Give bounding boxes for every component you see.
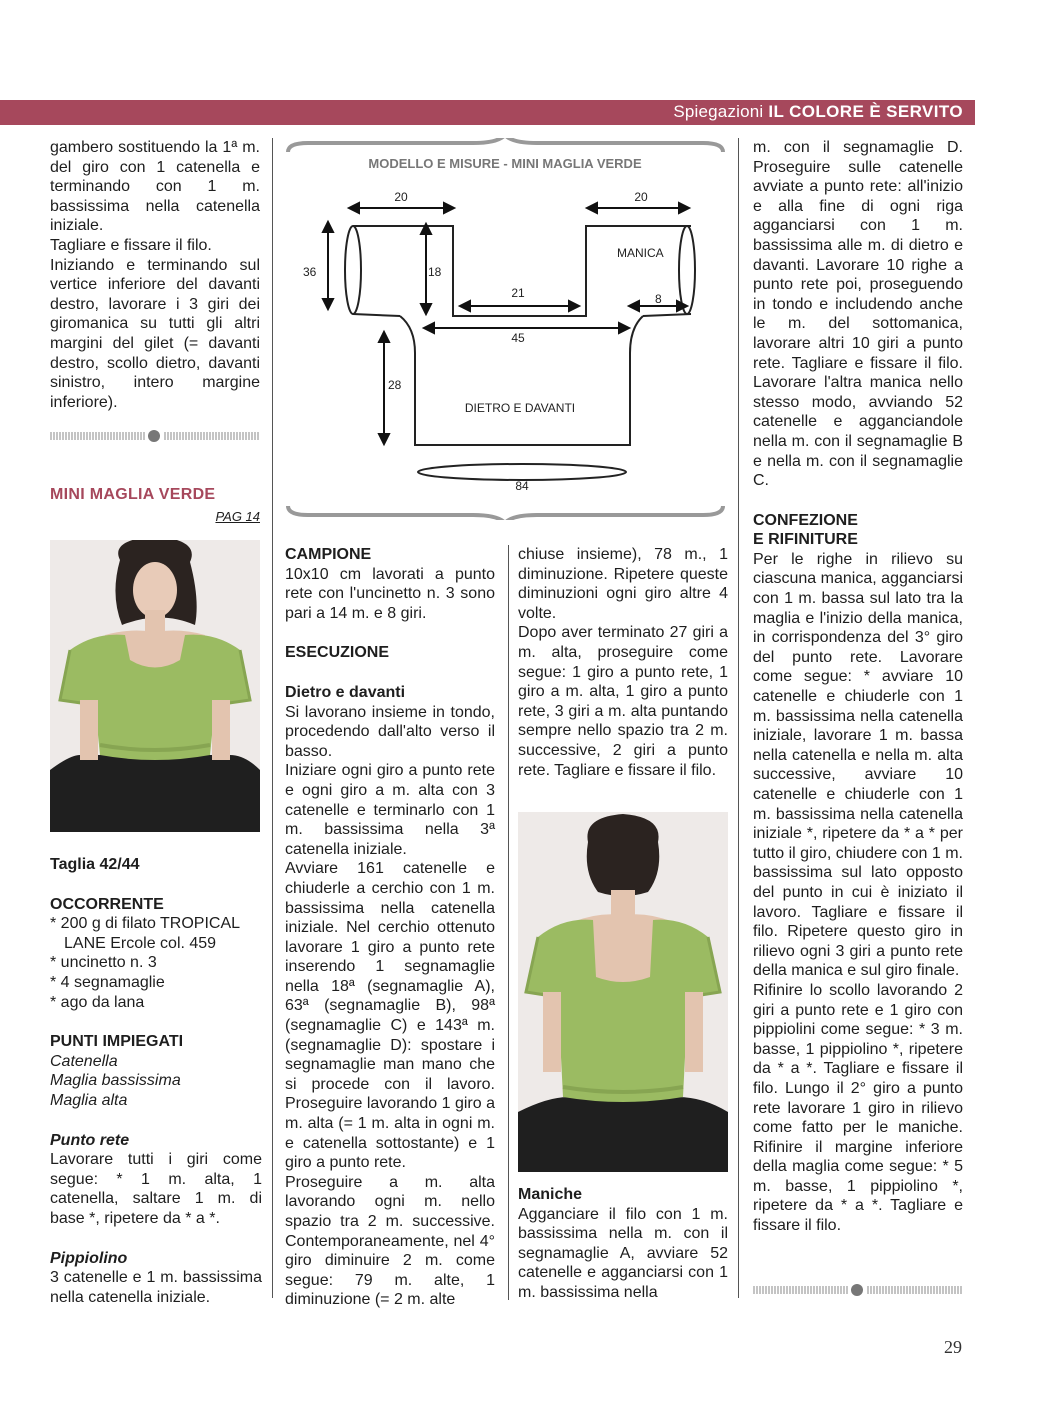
stitch-title: Punto rete <box>50 1131 130 1149</box>
measure-label: 8 <box>655 292 662 306</box>
column-4 <box>753 138 963 1236</box>
paragraph: Rifinire lo scollo lavorando 2 giri a punto rete e 1 giro con pippiolini come segue: * 3 m. basse, 1 pippiolino *, ripetere da * a *. Tagliare e fissare il filo. Lungo il 2° giro a punto rete lavorare 1 giro in rilievo come fatto per le maniche. Rifinire il margine inferiore della maglia come segue: * 5 m. basse, 1 pippiolino *, ripetere da * a *. Tagliare e fissare il filo. <box>753 981 963 1235</box>
paragraph: Agganciare il filo con 1 m. bassissima nella m. con il segnamaglie A, avviare 52 catenelle e agganciarsi con 1 m. bassissima nella <box>518 1205 728 1301</box>
sleeve-label: MANICA <box>617 246 664 260</box>
column-3-bottom <box>518 1185 728 1303</box>
section-title: E RIFINITURE <box>753 531 858 549</box>
section-header <box>50 485 260 526</box>
section-title: MINI MAGLIA VERDE <box>50 486 216 503</box>
paragraph: chiuse insieme), 78 m., 1 diminuzione. Ripetere queste diminuzioni ogni giro altre 4 volte. <box>518 546 728 622</box>
column-rule <box>738 138 739 1298</box>
materials-item: * ago da lana <box>50 993 145 1011</box>
paragraph: Lavorare tutti i giri come segue: * 1 m. alta, 1 catenella, saltare 1 m. di base *, ripetere da * a *. <box>50 1151 262 1227</box>
stitches-title: PUNTI IMPIEGATI <box>50 1033 184 1051</box>
paragraph: 10x10 cm lavorati a punto rete con l'uncinetto n. 3 sono pari a 14 m. e 8 giri. <box>285 565 495 622</box>
paragraph: Proseguire a m. alta lavorando ogni m. nello spazio tra 2 m. successive. Contemporaneamente, nel 4° giro diminuire 2 m. come segue: 79 m. alte, 1 diminuzione (= 2 m. alte <box>285 1173 495 1309</box>
column-rule <box>272 138 273 1298</box>
measure-label: 28 <box>388 378 402 392</box>
paragraph: 3 catenelle e 1 m. bassissima nella catenella iniziale. <box>50 1269 262 1306</box>
model-photo-front <box>50 540 260 832</box>
materials-item: * uncinetto n. 3 <box>50 954 157 972</box>
column-2 <box>285 545 495 1310</box>
paragraph: Per le righe in rilievo su ciascuna manica, agganciarsi con 1 m. bassa sul lato tra la maglia e l'inizio della manica, in corrispondenza del 3° giro del punto rete. Lavorare come segue: * avviare 10 catenelle e chiuderle con 1 m. bassissima nella catenella iniziale, lavorare 1 m. bassa nella catenella e nella m. alta successive, avviare 10 catenelle e chiuderle con 1 m. bassissima nella catenella iniziale *, ripetere da * a * per tutto il giro, chiudere con 1 m. bassissima sul lato opposto del punto in cui è iniziato il lavoro. Tagliare e fissare il filo. Ripetere questo giro in rilievo ogni 3 giri a punto rete della manica e sul giro finale. <box>753 550 963 980</box>
paragraph: m. con il segnamaglie D. Proseguire sulle catenelle avviate a punto rete: all'inizio e alla fine di ogni riga agganciarsi con 1 m. bassissima alle m. di dietro e davanti. Lavorare 10 righe a punto rete poi, proseguendo in tondo e includendo anche le m. del sottomanica, lavorare altri 10 giri a punto rete. Tagliare e fissare il filo. Lavorare l'altra manica nello stesso modo, avviando 52 catenelle e agganciandole nella m. con il segnamaglie B e nella m. con il segnamaglie C. <box>753 139 963 490</box>
measure-label: 45 <box>511 331 525 345</box>
diagram-title: MODELLO E MISURE - MINI MAGLIA VERDE <box>368 156 642 171</box>
measure-label: 20 <box>394 190 408 204</box>
stitch-item: Maglia bassissima <box>50 1072 181 1090</box>
materials-title: OCCORRENTE <box>50 895 164 913</box>
page-reference: PAG 14 <box>215 508 260 524</box>
end-divider <box>753 1284 965 1296</box>
section-title: CAMPIONE <box>285 546 372 563</box>
measure-label: 18 <box>428 265 442 279</box>
subsection-title: Maniche <box>518 1186 583 1203</box>
stitch-item: Catenella <box>50 1052 118 1070</box>
column-1-specs <box>50 855 262 1307</box>
paragraph: gambero sostituendo la 1ª m. del giro con 1 catenella e terminando con 1 m. bassissima nella catenella iniziale. <box>50 139 260 235</box>
section-title: ESECUZIONE <box>285 644 390 662</box>
stitch-item: Maglia alta <box>50 1091 128 1109</box>
measure-label: 20 <box>634 190 648 204</box>
column-3-top <box>518 545 728 780</box>
measure-label: 84 <box>515 479 529 493</box>
size-label: Taglia 42/44 <box>50 856 140 873</box>
page-number: 29 <box>944 1337 962 1357</box>
paragraph: Iniziando e terminando sul vertice inferiore del davanti destro, lavorare i 3 giri dei giromanica su tutti gli altri margini del gilet (= davanti destro, scollo dietro, davanti sinistro, intero margine inferiore). <box>50 256 260 411</box>
paragraph: Tagliare e fissare il filo. <box>50 236 212 254</box>
header-title: Spiegazioni IL COLORE È SERVITO <box>673 102 963 121</box>
materials-item: * 4 segnamaglie <box>50 973 165 991</box>
column-rule <box>508 545 509 1300</box>
subsection-title: Dietro e davanti <box>285 683 406 701</box>
body-label: DIETRO E DAVANTI <box>464 401 576 415</box>
measure-label: 36 <box>303 265 317 279</box>
header-bar <box>0 100 975 125</box>
stitch-title: Pippiolino <box>50 1249 128 1267</box>
measurements-diagram <box>283 138 730 520</box>
paragraph: Avviare 161 catenelle e chiuderle a cerchio con 1 m. bassissima nella catenella iniziale. Nel cerchio ottenuto lavorare 1 giro a punto rete inserendo 1 segnamaglie nella 18ª (segnamaglie A), 63ª (segnamaglie B), 98ª (segnamaglie C) e 143ª m. (segnamaglie D): spostare i segnamaglie man mano che si procede con il lavoro. Proseguire lavorando 1 giro a m. alta (= 1 m. alta in ogni m. e catenella sottostante) e 1 giro a punto rete. <box>285 860 495 1172</box>
paragraph: Dopo aver terminato 27 giri a m. alta, proseguire come segue: 1 giro a punto rete, 1 giro a m. alta, 1 giro a punto rete, 3 giri a m. alta puntando sempre nello spazio tra 2 m. successive, 2 giri a punto rete. Tagliare e fissare il filo. <box>518 624 728 779</box>
measure-label: 21 <box>511 286 525 300</box>
model-photo-back <box>518 812 728 1172</box>
materials-item: * 200 g di filato TROPICAL LANE Ercole col. 459 <box>50 915 240 952</box>
section-divider <box>50 430 262 442</box>
column-1 <box>50 138 260 412</box>
section-title: CONFEZIONE <box>753 511 858 529</box>
paragraph: Iniziare ogni giro a punto rete e ogni giro a m. alta con 3 catenelle e terminarlo con 1 m. bassissima nella 3ª catenella iniziale. <box>285 762 495 858</box>
paragraph: Si lavorano insieme in tondo, procedendo dall'alto verso il basso. <box>285 703 495 760</box>
